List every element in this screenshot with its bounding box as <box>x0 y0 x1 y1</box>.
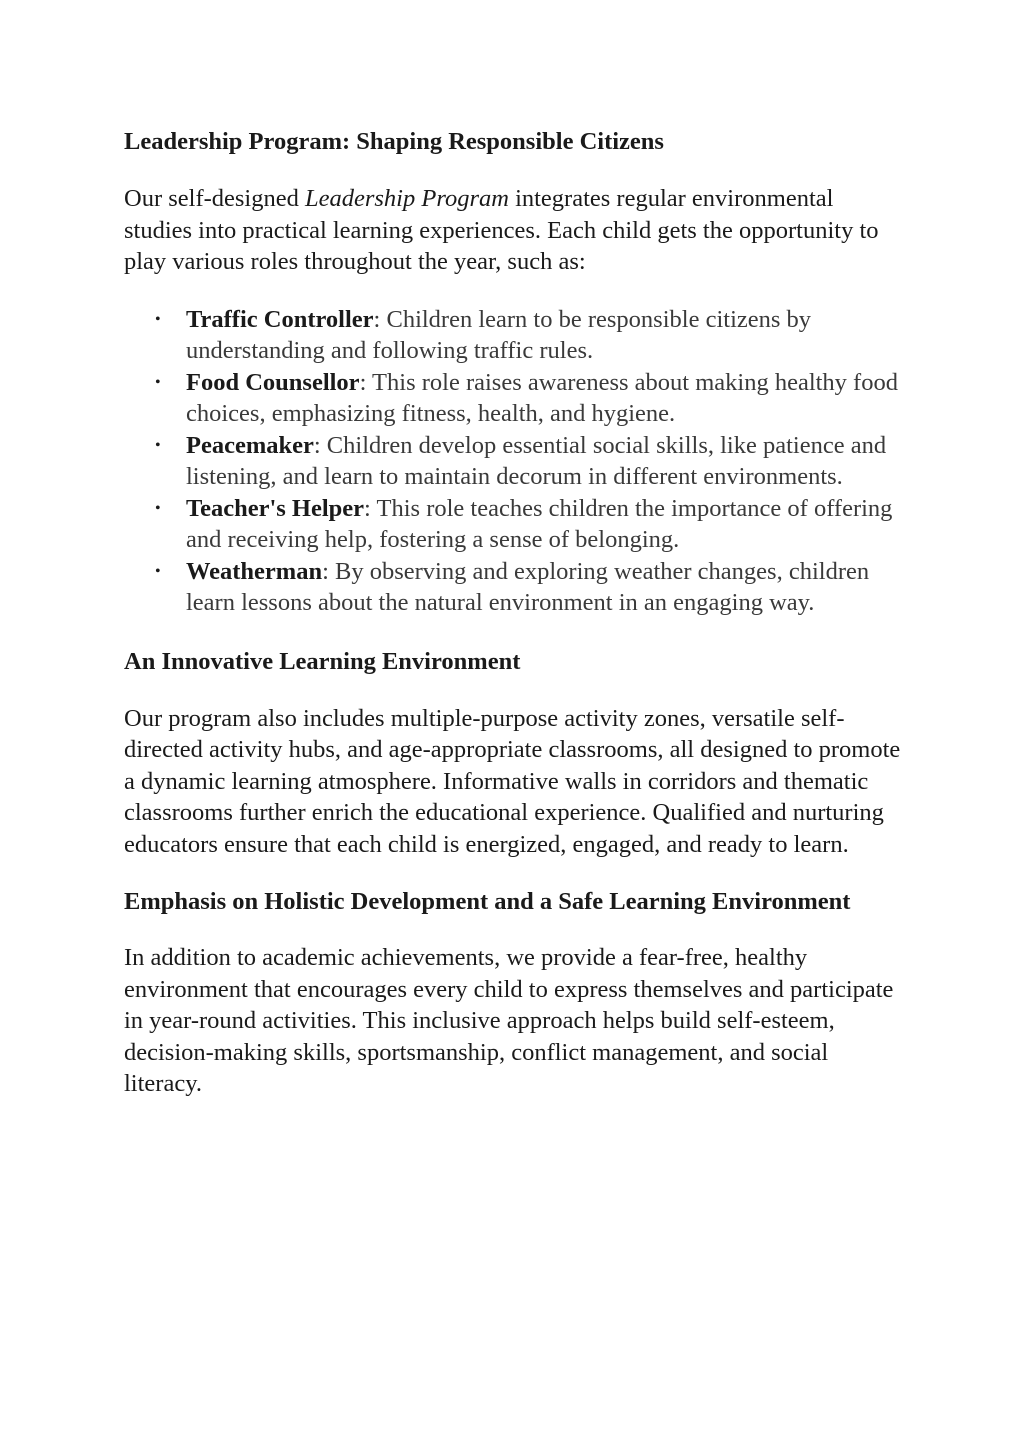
role-name: Weatherman <box>186 557 323 585</box>
leadership-intro <box>124 183 904 278</box>
role-name: Food Counsellor <box>186 368 360 396</box>
list-item <box>124 493 904 556</box>
intro-text-start: Our self-designed <box>124 185 305 212</box>
role-name: Teacher's Helper <box>186 494 365 522</box>
bullet-icon: • <box>155 562 161 580</box>
intro-program-name: Leadership Program <box>304 185 509 212</box>
intro-text-end: integrates regular environmental studies into practical learning experiences. Each child gets the opportunity to play various roles throughout the year, such as: <box>124 185 879 275</box>
bullet-icon: • <box>155 436 161 454</box>
bullet-icon: • <box>155 373 161 391</box>
role-description: : Children develop essential social skills, like patience and listening, and learn to maintain decorum in different environments. <box>186 431 887 490</box>
list-item <box>124 556 904 619</box>
environment-heading: An Innovative Learning Environment <box>124 647 521 675</box>
holistic-heading: Emphasis on Holistic Development and a Safe Learning Environment <box>124 888 851 915</box>
role-description: : Children learn to be responsible citizens by understanding and following traffic rules. <box>186 305 812 364</box>
bullet-icon: • <box>155 310 161 328</box>
bullet-icon: • <box>155 499 161 517</box>
role-description: : This role teaches children the importance of offering and receiving help, fostering a sense of belonging. <box>186 494 893 553</box>
roles-list <box>124 304 904 619</box>
list-item <box>124 367 904 430</box>
holistic-paragraph: In addition to academic achievements, we provide a fear-free, healthy environment that encourages every child to express themselves and participate in year-round activities. This inclusive approach helps build self-esteem, decision-making skills, sportsmanship, conflict management, and social literacy. <box>124 944 894 1097</box>
role-name: Traffic Controller <box>186 305 374 333</box>
role-description: : By observing and exploring weather changes, children learn lessons about the natural environment in an engaging way. <box>186 557 870 616</box>
role-description: : This role raises awareness about making healthy food choices, emphasizing fitness, health, and hygiene. <box>186 368 898 427</box>
document-page <box>124 124 904 1100</box>
role-name: Peacemaker <box>186 431 314 459</box>
list-item <box>124 430 904 493</box>
leadership-heading: Leadership Program: Shaping Responsible Citizens <box>124 128 664 155</box>
list-item <box>124 304 904 367</box>
environment-paragraph: Our program also includes multiple-purpose activity zones, versatile self-directed activity hubs, and age-appropriate classrooms, all designed to promote a dynamic learning atmosphere. Informative walls in corridors and thematic classrooms further enrich the educational experience. Qualified and nurturing educators ensure that each child is energized, engaged, and ready to learn. <box>124 704 901 858</box>
